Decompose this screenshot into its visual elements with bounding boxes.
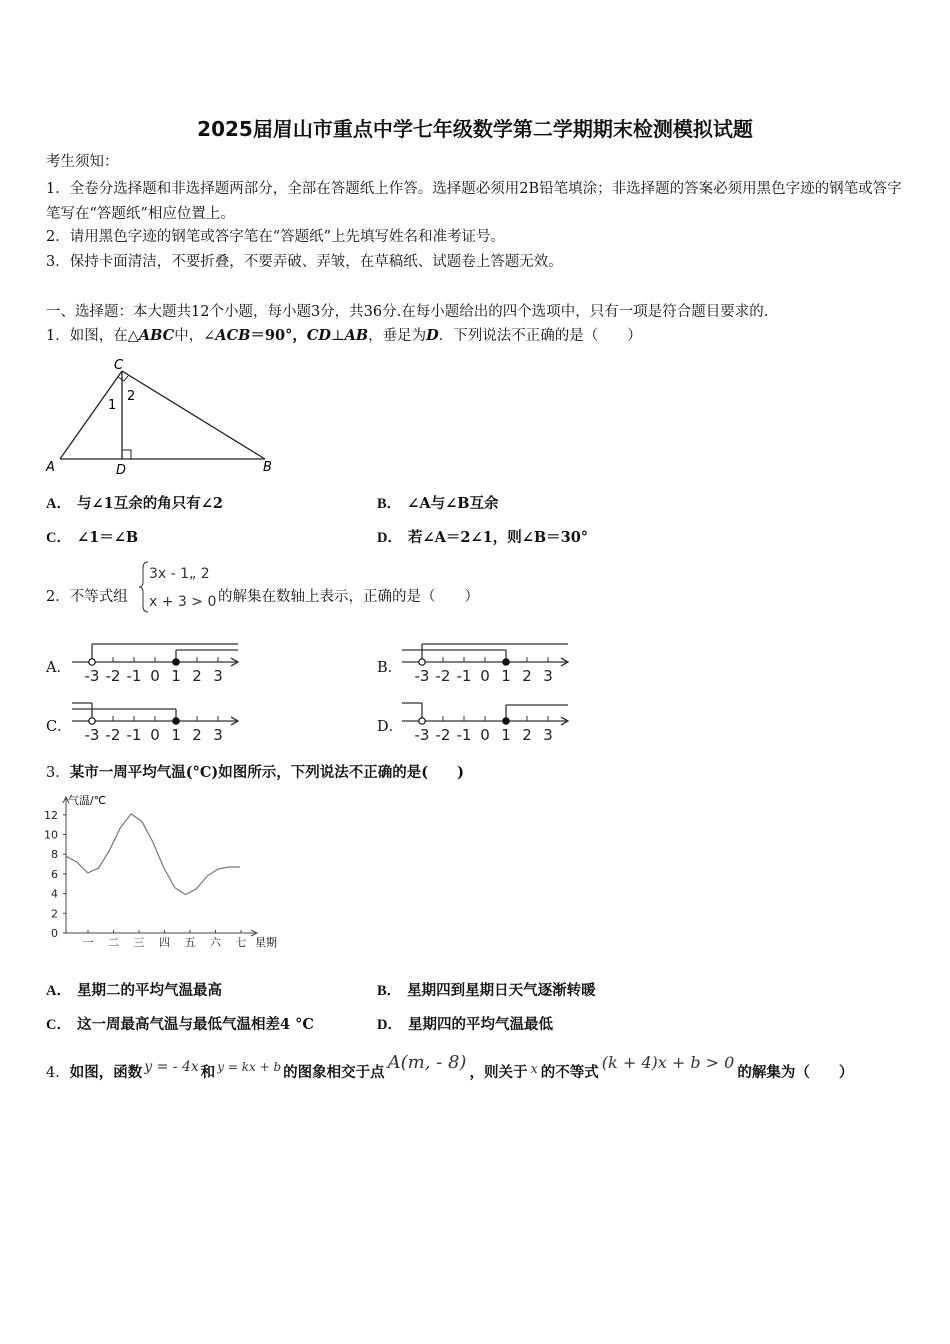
q3-option-d[interactable] (377, 1015, 553, 1035)
q4-text: ，则关于 (469, 1064, 528, 1081)
y-tick-label: 2 (51, 907, 58, 921)
section-heading: 一、选择题：本大题共12个小题，每小题3分，共36分.在每小题给出的四个选项中，只有一项是符合题目要求的. (46, 304, 769, 320)
q1-triangle: ABC (138, 327, 175, 344)
tick-label: -1 (456, 726, 472, 744)
question-4-stem (46, 1052, 854, 1084)
side-cb (122, 371, 265, 459)
y-tick-label: 6 (51, 867, 58, 881)
q2-option-c-number-line[interactable] (70, 695, 245, 747)
tick-label: 2 (192, 726, 202, 744)
q2-option-d-label[interactable]: D． (377, 719, 404, 735)
option-text: 星期二的平均气温最高 (76, 982, 222, 999)
option-text: 若∠A＝2∠1，则∠B＝30° (407, 529, 589, 546)
tick-label: 2 (522, 726, 532, 744)
q1-text: ，垂足为 (368, 328, 427, 344)
tick-label: 3 (543, 726, 553, 744)
option-label: C． (46, 530, 71, 546)
question-number: 2． (46, 589, 70, 605)
label-b: B (263, 460, 272, 475)
closed-endpoint (503, 718, 509, 724)
q4-text: 如图，函数 (69, 1064, 143, 1081)
open-endpoint (89, 718, 95, 724)
tick-label: -1 (456, 667, 472, 685)
x-tick-label: 五 (184, 936, 196, 949)
inequality-system (138, 558, 222, 616)
q1-segment: CD (306, 327, 331, 344)
question-3-stem (46, 763, 464, 783)
brace-icon (139, 562, 148, 612)
q4-variable: x (530, 1062, 538, 1077)
q1-text: 如图，在△ (69, 328, 139, 344)
tick-label: -3 (414, 726, 430, 744)
x-tick-label: 七 (235, 936, 247, 949)
option-label: A． (46, 983, 71, 999)
q1-option-b[interactable] (377, 494, 498, 514)
closed-endpoint (173, 659, 179, 665)
q2-option-d-number-line[interactable] (400, 695, 575, 747)
open-endpoint (89, 659, 95, 665)
q1-perp: ⊥ (330, 328, 345, 344)
tick-label: -1 (126, 726, 142, 744)
q2-option-a-label[interactable]: A． (46, 660, 71, 676)
angle-2-label: 2 (127, 389, 136, 404)
label-c: C (114, 358, 124, 373)
tick-label: 0 (480, 667, 490, 685)
option-label: B． (377, 983, 402, 999)
q1-segment: AB (344, 327, 369, 344)
tick-label: 0 (480, 726, 490, 744)
closed-endpoint (173, 718, 179, 724)
temperature-chart (40, 788, 290, 953)
q4-formula-2: y = kx + b (217, 1060, 282, 1074)
y-tick-label: 0 (51, 927, 58, 940)
option-label: A． (46, 496, 71, 512)
q1-option-d[interactable] (377, 528, 588, 548)
q2-text: 不等式组 (69, 589, 128, 605)
q1-text: 中，∠ (174, 328, 216, 344)
q3-option-c[interactable] (46, 1015, 314, 1035)
label-a: A (46, 460, 55, 475)
side-ac (60, 371, 122, 459)
option-text: ∠1＝∠B (76, 529, 139, 546)
x-tick-label: 六 (210, 936, 221, 949)
chart-xlabel: 星期 (255, 936, 277, 949)
option-label: B． (377, 496, 402, 512)
temperature-series-line (66, 814, 240, 895)
tick-label: 2 (522, 667, 532, 685)
tick-label: -3 (84, 667, 100, 685)
q4-inequality: (k + 4)x + b > 0 (601, 1053, 735, 1072)
x-tick-label: 二 (108, 936, 119, 949)
q4-text: 的图象相交于点 (283, 1064, 385, 1081)
tick-label: -2 (105, 726, 121, 744)
right-angle-mark (122, 450, 131, 459)
tick-label: 1 (501, 667, 511, 685)
notice-heading: 考生须知： (46, 154, 119, 170)
tick-label: 2 (192, 667, 202, 685)
q1-text: ．下列说法不正确的是（ ） (438, 328, 642, 344)
option-label: C． (46, 1017, 71, 1033)
right-angle-mark-c (118, 376, 128, 381)
tick-label: 3 (213, 667, 223, 685)
x-tick-label: 三 (133, 936, 145, 949)
x-tick-label: 四 (159, 936, 170, 949)
y-tick-label: 8 (51, 848, 58, 862)
tick-label: 1 (171, 726, 181, 744)
closed-endpoint (503, 659, 509, 665)
y-tick-label: 12 (44, 808, 58, 822)
tick-label: 0 (150, 667, 160, 685)
notice-item-3: 3．保持卡面清洁，不要折叠，不要弄破、弄皱，在草稿纸、试题卷上答题无效。 (46, 254, 563, 270)
option-label: D． (377, 1017, 402, 1033)
triangle-figure (40, 355, 290, 480)
page-title: 2025届眉山市重点中学七年级数学第二学期期末检测模拟试题 (197, 117, 753, 141)
tick-label: -2 (435, 726, 451, 744)
label-d: D (116, 463, 127, 478)
option-text: 星期四到星期日天气逐渐转暖 (407, 982, 596, 999)
option-text: 与∠1互余的角只有∠2 (76, 495, 223, 512)
q4-text: 和 (200, 1064, 216, 1081)
tick-label: -2 (105, 667, 121, 685)
tick-label: 1 (501, 726, 511, 744)
tick-label: -3 (414, 667, 430, 685)
open-endpoint (419, 659, 425, 665)
system-line-2: x + 3 > 0 (149, 594, 217, 610)
x-tick-label: 一 (82, 936, 94, 949)
tick-label: 0 (150, 726, 160, 744)
tick-label: 3 (213, 726, 223, 744)
option-text: 星期四的平均气温最低 (407, 1016, 553, 1033)
y-tick-label: 4 (51, 887, 58, 901)
system-line-1: 3x - 1„ 2 (149, 566, 210, 582)
q2-option-b-label[interactable]: B． (377, 660, 403, 676)
q2-option-b-number-line[interactable] (400, 636, 575, 688)
question-number: 1． (46, 328, 70, 344)
tick-label: -1 (126, 667, 142, 685)
q4-text: 的不等式 (540, 1064, 599, 1081)
question-1-stem (46, 326, 642, 346)
angle-1-label: 1 (108, 398, 117, 413)
tick-label: 1 (171, 667, 181, 685)
q2-option-a-number-line[interactable] (70, 636, 245, 688)
tick-label: 3 (543, 667, 553, 685)
question-2-stem (46, 587, 128, 607)
notice-item-1: 1．全卷分选择题和非选择题两部分，全部在答题纸上作答。选择题必须用2B铅笔填涂；非选择题的答案必须用黑色字迹的钢笔或答字笔写在“答题纸”相应位置上。 (46, 181, 902, 222)
option-text: ∠A与∠B互余 (407, 495, 499, 512)
chart-ylabel: 气温/℃ (68, 794, 107, 807)
q4-text: 的解集为（ ） (737, 1064, 854, 1081)
q3-option-b[interactable] (377, 981, 596, 1001)
q1-foot: D (426, 327, 439, 344)
q1-angle: ACB (215, 327, 251, 344)
y-tick-label: 10 (44, 828, 58, 842)
open-endpoint (419, 718, 425, 724)
q3-option-a[interactable] (46, 981, 222, 1001)
option-text: 这一周最高气温与最低气温相差4 °C (76, 1016, 314, 1033)
q4-point: A(m, - 8) (387, 1052, 467, 1073)
q1-text: ＝90°， (250, 327, 307, 344)
q2-option-c-label[interactable]: C． (46, 719, 72, 735)
q4-formula-1: y = - 4x (144, 1059, 199, 1075)
option-label: D． (377, 530, 402, 546)
q1-option-a[interactable] (46, 494, 223, 514)
question-2-stem-tail: 的解集在数轴上表示，正确的是（ ） (218, 589, 479, 605)
q3-text: 某市一周平均气温(°C)如图所示，下列说法不正确的是( ) (69, 764, 464, 781)
q1-option-c[interactable] (46, 528, 138, 548)
notice-item-2: 2．请用黑色字迹的钢笔或答字笔在“答题纸”上先填写姓名和准考证号。 (46, 229, 506, 245)
question-number: 4． (46, 1065, 70, 1081)
question-number: 3． (46, 765, 70, 781)
tick-label: -2 (435, 667, 451, 685)
tick-label: -3 (84, 726, 100, 744)
